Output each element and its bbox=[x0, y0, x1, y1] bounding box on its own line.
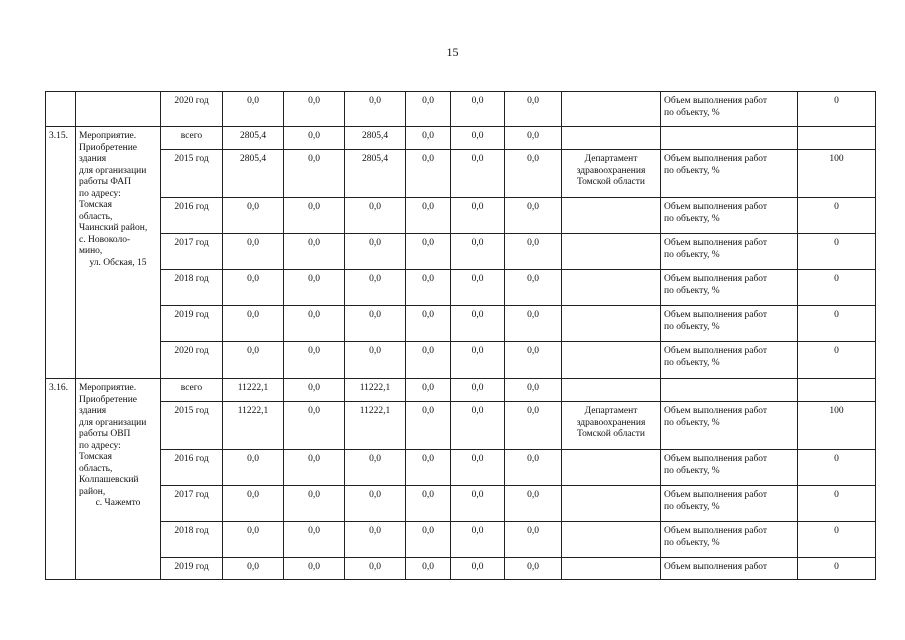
value-cell: 11222,1 bbox=[345, 379, 406, 402]
value-cell: 0,0 bbox=[284, 92, 345, 127]
indicator-cell: Объем выполнения работ по объекту, % bbox=[661, 402, 798, 450]
value-cell: 0,0 bbox=[451, 558, 505, 580]
value-cell: 0,0 bbox=[406, 198, 451, 234]
section-number: 3.15. bbox=[46, 127, 76, 379]
indicator-cell: Объем выполнения работ по объекту, % bbox=[661, 486, 798, 522]
department-cell bbox=[562, 92, 661, 127]
value-cell: 0,0 bbox=[451, 198, 505, 234]
value-cell: 0,0 bbox=[284, 486, 345, 522]
value-cell: 0,0 bbox=[451, 342, 505, 379]
indicator-value-cell bbox=[798, 127, 876, 150]
department-cell bbox=[562, 379, 661, 402]
value-cell: 0,0 bbox=[406, 379, 451, 402]
value-cell: 0,0 bbox=[406, 342, 451, 379]
value-cell: 0,0 bbox=[345, 92, 406, 127]
indicator-value-cell: 0 bbox=[798, 450, 876, 486]
value-cell: 0,0 bbox=[451, 270, 505, 306]
indicator-value-cell: 0 bbox=[798, 486, 876, 522]
department-cell bbox=[562, 342, 661, 379]
indicator-cell: Объем выполнения работ по объекту, % bbox=[661, 270, 798, 306]
value-cell: 0,0 bbox=[223, 558, 284, 580]
table-row bbox=[46, 270, 876, 306]
table-row bbox=[46, 522, 876, 558]
budget-table bbox=[45, 91, 876, 580]
year-cell: 2019 год bbox=[161, 306, 223, 342]
value-cell: 0,0 bbox=[406, 270, 451, 306]
indicator-cell: Объем выполнения работ по объекту, % bbox=[661, 522, 798, 558]
indicator-cell: Объем выполнения работ по объекту, % bbox=[661, 150, 798, 198]
value-cell: 0,0 bbox=[505, 306, 562, 342]
value-cell: 0,0 bbox=[505, 92, 562, 127]
value-cell: 0,0 bbox=[223, 306, 284, 342]
value-cell: 0,0 bbox=[406, 558, 451, 580]
year-cell: 2020 год bbox=[161, 92, 223, 127]
year-cell: 2015 год bbox=[161, 402, 223, 450]
value-cell: 0,0 bbox=[505, 402, 562, 450]
value-cell: 11222,1 bbox=[345, 402, 406, 450]
section-address: с. Чажемто bbox=[95, 498, 141, 508]
value-cell: 2805,4 bbox=[345, 150, 406, 198]
year-cell: 2015 год bbox=[161, 150, 223, 198]
value-cell: 0,0 bbox=[345, 486, 406, 522]
indicator-value-cell: 0 bbox=[798, 522, 876, 558]
table-row bbox=[46, 150, 876, 198]
indicator-cell: Объем выполнения работ bbox=[661, 558, 798, 580]
value-cell: 0,0 bbox=[451, 486, 505, 522]
value-cell: 0,0 bbox=[223, 198, 284, 234]
value-cell: 0,0 bbox=[406, 486, 451, 522]
value-cell: 0,0 bbox=[406, 522, 451, 558]
value-cell: 0,0 bbox=[284, 558, 345, 580]
department-cell bbox=[562, 558, 661, 580]
department-cell bbox=[562, 198, 661, 234]
department-cell bbox=[562, 127, 661, 150]
value-cell: 0,0 bbox=[223, 486, 284, 522]
value-cell: 2805,4 bbox=[223, 150, 284, 198]
value-cell: 0,0 bbox=[284, 522, 345, 558]
year-cell: 2017 год bbox=[161, 234, 223, 270]
value-cell: 0,0 bbox=[345, 234, 406, 270]
indicator-cell: Объем выполнения работ по объекту, % bbox=[661, 234, 798, 270]
table-row bbox=[46, 234, 876, 270]
value-cell: 0,0 bbox=[505, 522, 562, 558]
value-cell: 0,0 bbox=[284, 234, 345, 270]
year-cell: 2017 год bbox=[161, 486, 223, 522]
table-row bbox=[46, 486, 876, 522]
indicator-value-cell: 0 bbox=[798, 306, 876, 342]
section-address: ул. Обская, 15 bbox=[89, 257, 147, 268]
indicator-cell bbox=[661, 127, 798, 150]
indicator-value-cell: 0 bbox=[798, 198, 876, 234]
value-cell: 0,0 bbox=[451, 150, 505, 198]
title-cell bbox=[76, 92, 161, 127]
indicator-value-cell: 100 bbox=[798, 150, 876, 198]
value-cell: 0,0 bbox=[345, 198, 406, 234]
indicator-cell: Объем выполнения работ по объекту, % bbox=[661, 450, 798, 486]
row-number-cell bbox=[46, 92, 76, 127]
table-body bbox=[46, 92, 876, 580]
table-row bbox=[46, 92, 876, 127]
value-cell: 0,0 bbox=[406, 306, 451, 342]
value-cell: 0,0 bbox=[505, 486, 562, 522]
value-cell: 0,0 bbox=[223, 92, 284, 127]
value-cell: 0,0 bbox=[406, 150, 451, 198]
value-cell: 0,0 bbox=[406, 92, 451, 127]
year-cell: 2016 год bbox=[161, 450, 223, 486]
indicator-value-cell: 0 bbox=[798, 342, 876, 379]
year-cell: 2018 год bbox=[161, 270, 223, 306]
department-cell bbox=[562, 522, 661, 558]
indicator-cell bbox=[661, 379, 798, 402]
table-row bbox=[46, 558, 876, 580]
value-cell: 0,0 bbox=[284, 306, 345, 342]
indicator-value-cell: 0 bbox=[798, 270, 876, 306]
value-cell: 0,0 bbox=[284, 342, 345, 379]
table-row bbox=[46, 379, 876, 402]
year-cell: 2016 год bbox=[161, 198, 223, 234]
year-cell: 2020 год bbox=[161, 342, 223, 379]
value-cell: 0,0 bbox=[345, 450, 406, 486]
value-cell: 0,0 bbox=[406, 127, 451, 150]
value-cell: 0,0 bbox=[505, 270, 562, 306]
table-row bbox=[46, 342, 876, 379]
value-cell: 0,0 bbox=[451, 522, 505, 558]
year-cell: 2019 год bbox=[161, 558, 223, 580]
value-cell: 2805,4 bbox=[223, 127, 284, 150]
value-cell: 0,0 bbox=[345, 306, 406, 342]
section-title-text: Мероприятие. Приобретение здания для организации работы ОВП по адресу: Томская область, Колпашевский район, bbox=[79, 383, 147, 497]
value-cell: 0,0 bbox=[505, 450, 562, 486]
value-cell: 0,0 bbox=[223, 342, 284, 379]
value-cell: 0,0 bbox=[223, 234, 284, 270]
department-cell: Департамент здравоохранения Томской области bbox=[562, 402, 661, 450]
value-cell: 0,0 bbox=[505, 379, 562, 402]
value-cell: 0,0 bbox=[345, 270, 406, 306]
value-cell: 0,0 bbox=[284, 450, 345, 486]
value-cell: 0,0 bbox=[505, 198, 562, 234]
value-cell: 0,0 bbox=[451, 402, 505, 450]
section-title bbox=[76, 127, 161, 379]
table-row bbox=[46, 127, 876, 150]
department-cell bbox=[562, 486, 661, 522]
department-cell: Департамент здравоохранения Томской области bbox=[562, 150, 661, 198]
department-cell bbox=[562, 270, 661, 306]
value-cell: 11222,1 bbox=[223, 379, 284, 402]
value-cell: 0,0 bbox=[223, 522, 284, 558]
department-cell bbox=[562, 234, 661, 270]
year-cell: всего bbox=[161, 379, 223, 402]
value-cell: 0,0 bbox=[451, 234, 505, 270]
value-cell: 0,0 bbox=[505, 127, 562, 150]
indicator-cell: Объем выполнения работ по объекту, % bbox=[661, 198, 798, 234]
value-cell: 0,0 bbox=[223, 270, 284, 306]
section-title bbox=[76, 379, 161, 580]
indicator-cell: Объем выполнения работ по объекту, % bbox=[661, 342, 798, 379]
value-cell: 0,0 bbox=[406, 450, 451, 486]
indicator-cell: Объем выполнения работ по объекту, % bbox=[661, 306, 798, 342]
table-row bbox=[46, 402, 876, 450]
table-row bbox=[46, 306, 876, 342]
value-cell: 0,0 bbox=[284, 198, 345, 234]
value-cell: 0,0 bbox=[451, 127, 505, 150]
department-cell bbox=[562, 450, 661, 486]
indicator-value-cell: 0 bbox=[798, 92, 876, 127]
indicator-cell: Объем выполнения работ по объекту, % bbox=[661, 92, 798, 127]
value-cell: 0,0 bbox=[505, 150, 562, 198]
value-cell: 0,0 bbox=[451, 306, 505, 342]
value-cell: 0,0 bbox=[284, 402, 345, 450]
value-cell: 0,0 bbox=[505, 342, 562, 379]
value-cell: 0,0 bbox=[451, 379, 505, 402]
value-cell: 0,0 bbox=[223, 450, 284, 486]
indicator-value-cell: 0 bbox=[798, 234, 876, 270]
value-cell: 0,0 bbox=[284, 379, 345, 402]
value-cell: 0,0 bbox=[406, 234, 451, 270]
indicator-value-cell: 100 bbox=[798, 402, 876, 450]
year-cell: всего bbox=[161, 127, 223, 150]
value-cell: 0,0 bbox=[406, 402, 451, 450]
section-number: 3.16. bbox=[46, 379, 76, 580]
value-cell: 0,0 bbox=[284, 270, 345, 306]
year-cell: 2018 год bbox=[161, 522, 223, 558]
value-cell: 0,0 bbox=[345, 522, 406, 558]
value-cell: 0,0 bbox=[451, 92, 505, 127]
indicator-value-cell bbox=[798, 379, 876, 402]
value-cell: 0,0 bbox=[451, 450, 505, 486]
value-cell: 0,0 bbox=[505, 234, 562, 270]
value-cell: 2805,4 bbox=[345, 127, 406, 150]
value-cell: 0,0 bbox=[284, 150, 345, 198]
department-cell bbox=[562, 306, 661, 342]
section-title-text: Мероприятие. Приобретение здания для организации работы ФАП по адресу: Томская область, Чаинский район, с. Новоколо- мино, bbox=[79, 131, 148, 256]
value-cell: 0,0 bbox=[345, 342, 406, 379]
value-cell: 11222,1 bbox=[223, 402, 284, 450]
indicator-value-cell: 0 bbox=[798, 558, 876, 580]
page-number: 15 bbox=[446, 45, 459, 59]
table-row bbox=[46, 198, 876, 234]
value-cell: 0,0 bbox=[345, 558, 406, 580]
value-cell: 0,0 bbox=[284, 127, 345, 150]
value-cell: 0,0 bbox=[505, 558, 562, 580]
table-row bbox=[46, 450, 876, 486]
